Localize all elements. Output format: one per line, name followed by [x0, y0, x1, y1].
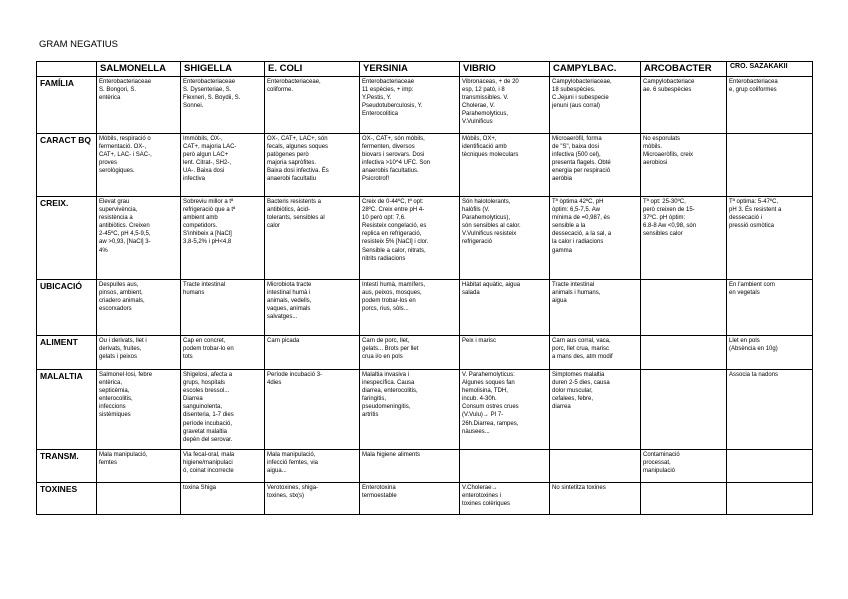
table-cell: Carn picada [265, 336, 360, 370]
column-header-cro-sazakakii: CRO. SAZAKAKII [727, 62, 813, 77]
table-cell: toxina Shiga [181, 483, 265, 515]
table-cell: Carn de porc, llet, gelats... Brots per llet crua i/o en pols [360, 336, 460, 370]
row-label: CREIX. [37, 197, 97, 280]
table-cell: Llet en pols (Absència en 10g) [727, 336, 813, 370]
table-row [37, 197, 813, 280]
table-body [37, 77, 813, 515]
table-cell: Tª opt: 25-30ºC, però creixen de 15- 37ºC. pH òptim: 6.8-8 Aw <0,98, són sensibles calor [641, 197, 727, 280]
table-cell: Enterotoxina termoestable [360, 483, 460, 515]
table-cell: Peix i marisc [460, 336, 550, 370]
table-cell [641, 370, 727, 450]
row-label: MALALTIA [37, 370, 97, 450]
table-cell: V.Cholerae→ enterotoxines i toxines colèriques [460, 483, 550, 515]
table-cell: Hàbitat aquàtic, aigua salada [460, 280, 550, 336]
table-cell: Enterobacteriaceae S. Dysenteriae, S. Flexneri, S. Boydii, S. Sonnei. [181, 77, 265, 134]
table-cell: Mòbils, OX+, identificació amb tècniques moleculars [460, 134, 550, 197]
table-cell: Contaminació processat, manipulació [641, 450, 727, 483]
table-cell: No sintetitza toxines [550, 483, 641, 515]
table-row [37, 336, 813, 370]
table-row [37, 134, 813, 197]
table-cell: Campylobacteriace ae. 6 subespècies [641, 77, 727, 134]
column-header-vibrio: VIBRIO [460, 62, 550, 77]
column-header-e-coli: E. COLI [265, 62, 360, 77]
table-cell: Immòbils, OX-, CAT+, majoria LAC- però algun LAC+ lent. Citrat-, SH2-, UA-. Baixa dosi infectiva [181, 134, 265, 197]
table-cell: Bacteris resistents a antibiòtics, àcid- tolerants, sensibles al calor [265, 197, 360, 280]
table-cell: Són halotolerants, halòfils (V. Parahemolyticus), són sensibles al calor. V.Vulnificus resisteix refrigeració [460, 197, 550, 280]
table-row [37, 280, 813, 336]
table-cell: Carn aus corral, vaca, porc, llet crua, marisc a mans des, atm modif [550, 336, 641, 370]
table-cell: Enterobacteriaceae S. Bongori, S. entèrica [97, 77, 181, 134]
table-cell: OX-, CAT+, són mòbils, fermenten, diversos biovars i serovars. Dosi infectiva >10^4 UFC. Son anaerobis facultatius. Psicrotrof! [360, 134, 460, 197]
table-cell: Intestí humà, mamífers, aus, peixos, mosques, podem trobar-los en porcs, rius, sòls... [360, 280, 460, 336]
table-cell: Campylobacteriaceae, 18 subespècies. C.Jejuni i subespecie jenuni (aus corral) [550, 77, 641, 134]
table-cell: Elevat grau supervivència, resistència a antibiòtics. Creixen 2-45ºC, pH 4,5-9,5, aw >0,93, [NaCl] 3- 4% [97, 197, 181, 280]
column-header-yersinia: YERSINIA [360, 62, 460, 77]
table-cell: Mala manipulació, infecció femtes, via aigua... [265, 450, 360, 483]
table-cell: Associa ta nadons [727, 370, 813, 450]
row-label: FAMÍLIA [37, 77, 97, 134]
table-cell: Enterobacteriacea e, grup coliformes [727, 77, 813, 134]
table-cell [641, 483, 727, 515]
table-cell: V. Parahemolyticus: Algunes soques fan hemolisina, TDH, incub. 4-30h. Consum ostres crues (V.Vulu)→ PI 7- 26h.Diarrea, rampes, nàusees... [460, 370, 550, 450]
table-cell: Mòbils, respiració o fermentació. OX-, CAT+, LAC- i SAC-, proves serològiques. [97, 134, 181, 197]
table-cell: Microaeròfil, forma de "S", baixa dosi infectiva (500 cel), presenta flagels. Obté energia per respiració aeròbia [550, 134, 641, 197]
table-cell: Tracte intestinal animals i humans, aigua [550, 280, 641, 336]
gram-negative-table [36, 61, 813, 515]
column-header-arcobacter: ARCOBACTER [641, 62, 727, 77]
table-cell: Tracte intestinal humans [181, 280, 265, 336]
table-cell [550, 450, 641, 483]
table-cell: Via fecal-oral, mala higiene/manipulaci ó, coinat incorrecte [181, 450, 265, 483]
column-header-shigella: SHIGELLA [181, 62, 265, 77]
table-cell: Creix de 0-44ºC, tª opt: 28ºC. Creix entre pH 4- 10 però opt: 7,6. Resisteix congelació, es replica en refrigeració, resisteix 5% [NaCl] i clor. Sensible a calor, nitrats, nitrits radiacions [360, 197, 460, 280]
table-cell: Vibronaceas, + de 20 esp, 12 patò, i 8 transmissibles. V. Cholerae, V. Parahemolyticus, V.Vulnificus [460, 77, 550, 134]
table-cell: Cap en concret, podem trobar-lo en tots [181, 336, 265, 370]
table-cell: Despulles aus, pinsos, ambient, criadero animals, escorxadors [97, 280, 181, 336]
row-label: CARACT BQ [37, 134, 97, 197]
row-label: TOXINES [37, 483, 97, 515]
table-cell: Salmonel·losi, febre entèrica, septicèmia, enterocolitis, infeccions sistèmiques [97, 370, 181, 450]
table-cell: Microbiota tracte intestinal humà i animals, vedells, vaques, animals salvatges... [265, 280, 360, 336]
table-cell: En l'ambient com en vegetals [727, 280, 813, 336]
corner-cell [37, 62, 97, 77]
table-cell: Període incubació 3- 4dies [265, 370, 360, 450]
table-cell: Shigelosi, afecta a grups, hospitals escoles bressol... Diarrea sanguinolenta, disenteria, 1-7 dies període incubació, gravetat malaltia depèn del serovar. [181, 370, 265, 450]
table-cell: Enterobacteriaceae, coliforme. [265, 77, 360, 134]
table-row [37, 483, 813, 515]
table-cell: Ou i derivats, llet i derivats, fruites, gelats i peixos [97, 336, 181, 370]
row-label: UBICACIÓ [37, 280, 97, 336]
table-cell: Sobreviu millor a tª refrigeració que a tª ambient amb competidors. S'inhibeix a [NaCl] 3,8-5,2% i pH<4,8 [181, 197, 265, 280]
table-cell [641, 280, 727, 336]
table-cell: Tª optima: 5-47ºC, pH 3. És resistent a dessecació i pressió osmòtica [727, 197, 813, 280]
row-label: TRANSM. [37, 450, 97, 483]
table-cell: Mala higiene aliments [360, 450, 460, 483]
table-cell [727, 483, 813, 515]
table-cell [460, 450, 550, 483]
table-cell: Mala manipulació, femtes [97, 450, 181, 483]
table-cell: Simptomes malaltia duren 2-5 dies, causa dolor muscular, cefalees, febre, diarrea [550, 370, 641, 450]
table-cell: Verotoxines, shiga- toxines, stx(s) [265, 483, 360, 515]
table-cell [727, 450, 813, 483]
header-row [37, 62, 813, 77]
table-cell [641, 336, 727, 370]
table-row [37, 370, 813, 450]
row-label: ALIMENT [37, 336, 97, 370]
table-cell [727, 134, 813, 197]
table-cell: Malaltia invasiva i inespecífica. Causa diarrea, enterocolitis, faringitis, pseudomeningitis, artritis [360, 370, 460, 450]
table-cell: Tª òptima 42ºC, pH òptim: 6,5-7,5. Aw mínima de =0,987, és sensible a la dessecació, a la sal, a la calor i radiacions gamma [550, 197, 641, 280]
table-cell [97, 483, 181, 515]
table-row [37, 77, 813, 134]
table-cell: Enterobacteriaceae 11 espècies, + imp: Y.Pestis, Y. Pseudotuberculosis, Y. Enterocolitica [360, 77, 460, 134]
document-title: GRAM NEGATIUS [39, 39, 118, 50]
table-row [37, 450, 813, 483]
column-header-salmonella: SALMONELLA [97, 62, 181, 77]
table-cell: No esporulats mòbils. Microaeròfils, creix aerobiosi [641, 134, 727, 197]
column-header-campylobacter: CAMPYLBAC. [550, 62, 641, 77]
table-cell: OX-, CAT+, LAC+, són fecals, algunes soques patògenes però majoria sapròfites. Baixa dosi infectiva. És anaerobi facultatiu [265, 134, 360, 197]
